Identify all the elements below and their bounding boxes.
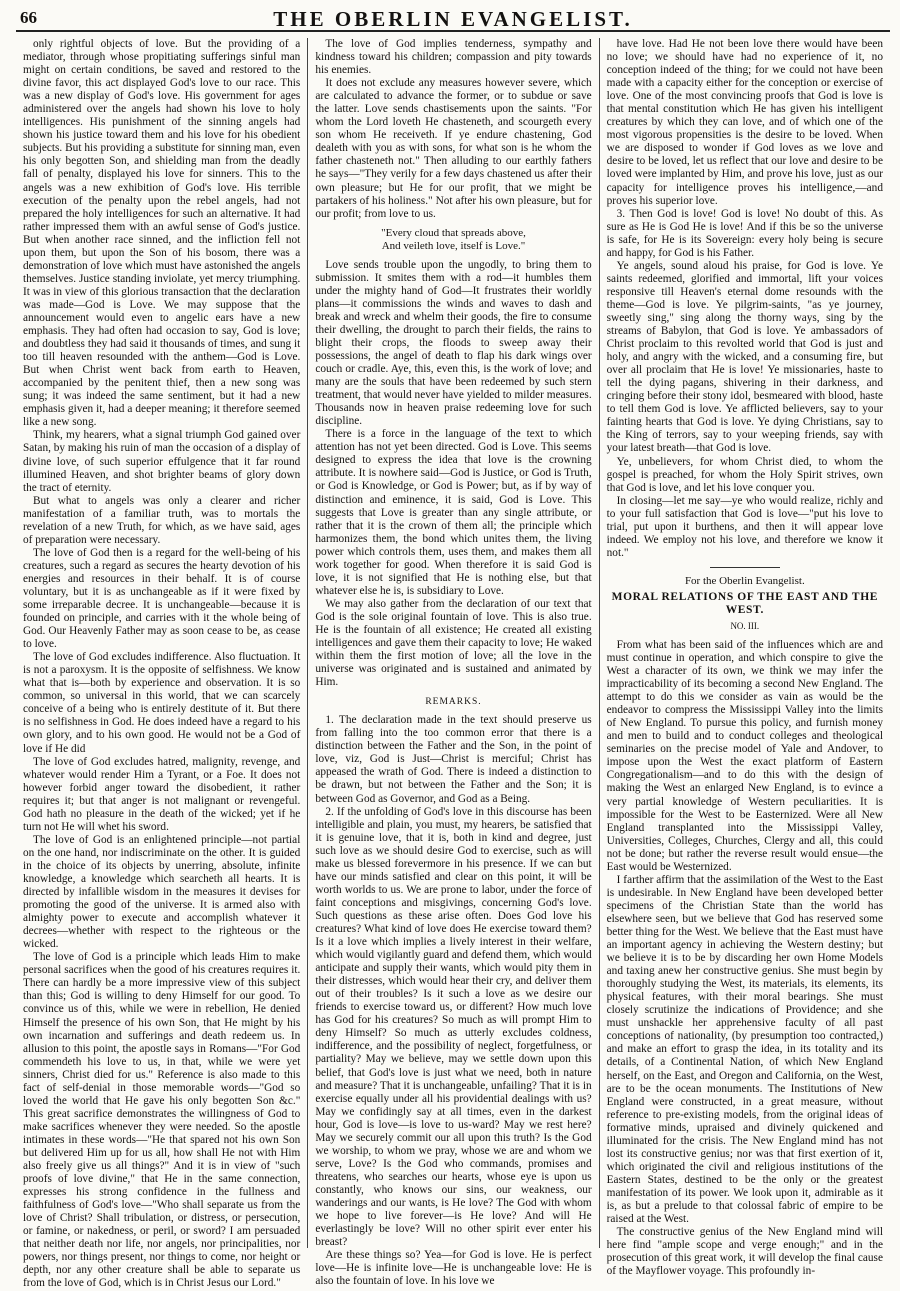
verse-quote (315, 227, 591, 253)
paragraph: Love sends trouble upon the ungodly, to bring them to submission. It smites them with a rod—it humbles them under the mighty hand of God—It frustrates their worldly plans—it commissions the winds and waves to dash and break and wreck and whelm their goods, the fire to consume their dwelling, the drought to parch their fields, the rains to blight their crops, the floods to sweep away their possessions, the angel of death to flap his dark wings over couch or cradle. Aye, this, even this, is the work of love; and many are the souls that have been redeemed by such stern treatment, that would never have yielded to milder measures. Thousands now in heaven praise redeeming love for such discipline. (315, 258, 592, 428)
verse-line: "Every cloud that spreads above, (381, 226, 526, 239)
paragraph: It does not exclude any measures however severe, which are calculated to advance the former, or to subdue or save the latter. Love sends chastisements upon the saints. "For whom the Lord loveth He chasteneth, and scourgeth every son whom He receiveth. If ye endure chastening, God dealeth with you as with sons, for what son is he whom the father chasteneth not." Then alluding to our earthly fathers he says—"They verily for a few days chastened us after their own pleasure; but He for our profit, that we might be partakers of his holiness." Not after his own pleasure, but for our profit; from love to us. (315, 77, 592, 220)
column-right (599, 38, 890, 1278)
paragraph: But what to angels was only a clearer and richer manifestation of a familiar truth, was to mortals the revelation of a new Truth, for which, as we have said, ages of preparation were necessary. (23, 494, 301, 546)
verse-line: And veileth love, itself is Love." (381, 239, 526, 252)
section-divider (710, 567, 780, 568)
paragraph: The love of God excludes indifference. Also fluctuation. It is not a paroxysm. It is the opposite of selfishness. We know what that is—both by experience and observation. It is so common, so universal in this world, that we can scarcely conceive of a being who is entirely destitute of it. But there is no selfishness in God. He does indeed have a regard to his own glory, and to his own good. He would not be a God of love if He did (23, 651, 301, 755)
paragraph: The love of God implies tenderness, sympathy and kindness toward his children; compassion and pity towards his enemies. (315, 38, 592, 77)
article-columns (16, 38, 890, 1290)
paragraph: 2. If the unfolding of God's love in this discourse has been intelligible and plain, you must, my hearers, be satisfied that it is genuine love, that it is, both in kind and degree, just such love as we should desire God to exercise, such as will make us blessed forevermore in his presence. If we can but have our minds satisfied and clear on this point, it will be worth worlds to us. We are prone to labor, under the force of faint conceptions and misgivings, concerning God's love. Such questions as these arise often. Does God love his creatures? What kind of love does He exercise toward them? Is it a love which implies a lively interest in their welfare, which would vigilantly guard and defend them, which would anticipate and supply their wants, which would pity them in their distresses, which would hear their cry, and deliver them out of their troubles? Is it such a love as we desire our friends to exercise toward us, or different? How much love has God for his creatures? So much as will prompt Him to deny Himself? So much as utterly excludes coldness, indifference, and the possibility of neglect, forgetfulness, or partiality? May we believe, may we settle down upon this belief, that God's love is just what we need, both in nature and measure? That it is unchangeable, unfailing? That it is in exercise equally under all his providential dealings with us? May we confidingly say at all times, even in the darkest hour, God is love—is love to us-ward? May we rest here? May we securely commit our all upon this truth? Is the God we worship, to whom we pray, whose we are and whom we serve, Love? Is the God who commands, promises and threatens, who searches our hearts, whose eye is upon us constantly, who knows our sins, our weakness, our wanderings and our wants, is He love? The God with whom we hope to live forever—is He love? And will He everlastingly be love? Will no other spirit ever enter his breast? (315, 805, 592, 1249)
paragraph: The love of God excludes hatred, malignity, revenge, and whatever would render Him a Tyrant, or a Foe. It does not however forbid anger toward the disobedient, it rather requires it; but that anger is not malignant or revengeful. God hath no pleasure in the death of the wicked; yet if he turn not He will whet his sword. (23, 755, 301, 833)
paragraph: Think, my hearers, what a signal triumph God gained over Satan, by making his ruin of man the occasion of a display of divine love, of such superior effulgence that it far round illumined Heaven, and shot brighter beams of glory down the tract of eternity. (23, 429, 301, 494)
column-left (16, 38, 307, 1290)
remarks-heading: REMARKS. (425, 697, 482, 708)
paragraph: From what has been said of the influences which are and must continue in operation, and which conspire to give the West a character of its own, we think we may infer the impracticability of its becoming a second New England. The attempt to do this we consider as vain as would be the endeavor to compress the Mississippi Valley into the limits of New England. To pursue this policy, and furnish money and men to build and to conduct colleges and theological seminaries on the precise model of Yale and Andover, to impose upon the West the exact platform of Eastern Congregationalism—and to do this with the design of making the West an enlarged New England, is to evince a very partial knowledge of Western peculiarities. It is impossible for the West to be Easternized. Were all New England transplanted into the Mississippi Valley, Universities, Colleges, Churches, Clergy and all, this could not be done; but rather the reverse result would ensue—the East would be Westernized. (606, 638, 883, 873)
paragraph: I farther affirm that the assimilation of the West to the East is undesirable. In New England have been developed better specimens of the Christian State than the world has elsewhere seen, but we believe that God has reserved some better thing for the West. We believe that the East must have an important agency in achieving the Western destiny; but we believe it is to be by discarding her own Home Models and taxing anew her constructive genius. She must begin by thoroughly studying the West, its materials, its elements, its physical features, with their moral bearings. She must closely scrutinize the indications of Providence; and she must unshackle her apprehensive faculty of all past conceptions of nationality, (by presumption too contracted,) and make an effort to grasp the idea, in its totality and its details, of a Continental Nation, of which New England herself, on the East, and Oregon and California, on the West, are to be the ocean monuments. The Institutions of New England were constructed, in a great measure, without reference to pre-existing models, from the original ideas of formative minds, upraised and divinely quickened and illuminated for the crisis. The New England mind has not lost its constructive genius; nor was that first exertion of it, which originated the civil and religious institutions of the Eastern States, destined to be the only or the greatest manifestation of its power. We look upon it, admirable as it is, as but a prelude to that colossal fabric of empire to be raised at the West. (606, 873, 883, 1226)
paragraph: We may also gather from the declaration of our text that God is the sole original fountain of love. This is also true. He is the fountain of all existence; He created all existing intelligences and gave them their capacity to love; He waked within them the first motion of love; all the love in the universe was originated and is sustained and animated by Him. (315, 597, 592, 689)
paragraph: have love. Had He not been love there would have been no love; we should have had no experience of it, no conception indeed of the thing; for we could not have been made with a capacity either for the conception or exercise of love. One of the most convincing proofs that God is love is that mental constitution which He has given his intelligent creatures by which they can love, and of which one of the most vigorous propensities is the desire to be loved. When we are disposed to wonder if God loves as we love and desire to be loved, let us reflect that our love and desire to be loved were implanted by Him, and prove his love, just as our capacity for intelligence proves his intelligence,—and proves his superior love. (606, 38, 883, 207)
column-middle (307, 38, 598, 1288)
paragraph: The love of God is a principle which leads Him to make personal sacrifices when the good of his creatures requires it. There can hardly be a more impressive view of this subject than this; God is willing to deny Himself for our good. To convince us of this, while we were in rebellion, He denied Himself the presence of his own Son, that He might by his own incarnation and sufferings and death redeem us. In allusion to this point, the apostle says in Romans—"For God commendeth his love to us, in that, while we were yet sinners, Christ died for us." Reference is also made to this fact of self-denial in those memorable words—"God so loved the world that He gave his only begotten Son &c." This great sacrifice demonstrates the willingness of God to make sacrifices whenever they were needed. So the apostle intimates in these words—"He that spared not his own Son but delivered Him up for us all, how shall He not with Him also freely give us all things?" And it is in view of "such proofs of love divine," that He in the same connection, expresses his strong confidence in the fullness and faithfulness of God's love—"Who shall separate us from the love of Christ? Shall tribulation, or distress, or persecution, or famine, or nakedness, or peril, or sword? I am persuaded that neither death nor life, nor angels, nor principalities, nor powers, nor things present, nor things to come, nor height or depth, nor any other creature shall be able to separate us from the love of God, which is in Christ Jesus our Lord." (23, 951, 301, 1290)
article-number: NO. III. (730, 620, 760, 631)
masthead-title: THE OBERLIN EVANGELIST. (273, 7, 633, 31)
paragraph: only rightful objects of love. But the providing of a mediator, through whose propitiating sufferings sinful man might on certain conditions, be saved and restored to the divine favor, this act displayed God's love to our race. This was a new display of God's love. His government for ages administered over the angels had shown his love to holy intelligences. His punishment of the sinning angels had shown his justice toward them and his love for his obedient subjects. But his providing a substitute for sinning man, even his only begotten Son, and shielding man from the deadly fall of penalty, displayed his love for sinners. This to the angels was a new exhibition of God's love. His terrible execution of the penalty upon the rebel angels, had not prepared the holy intelligences for such an alternative. It had rather impressed them with an awful sense of God's justice. But when another race sinned, and the infliction fell not upon them, but upon the Son of his bosom, there was a demonstration of love which must have astonished the angels themselves. Justice standing inviolate, yet mercy triumphing. It was in view of this glorious transaction that the declaration was made—God is Love. We may suppose that the announcement would even to angelic ears have a new emphasis. They had often had occasion to say, God is love; and doubtless they had said it thousands of times, and sung it too till heaven resounded with the anthem—God is Love. But when Christ went back from earth to Heaven, accompanied by the penitent thief, then a new song was sung; it was indeed the same sentiment, but it had a new emphasis given it, had a deeper meaning; it therefore seemed like a new song. (23, 38, 301, 429)
paragraph: There is a force in the language of the text to which attention has not yet been directed. God is Love. This seems designed to express the idea that love is the crowning attribute. It is nowhere said—God is Justice, or God is Truth, or God is Knowledge, or God is Power; but, as if by way of distinction and eminence, it is said, God is Love. This suggests that Love is greater than any single attribute, or rather that it is the crown of them all; the principle which harmonizes them, the bond which unites them, the living power which controls them, uses them, and makes them all work together for good. When therefore it is said God is love, it is not signified that He is nothing else, but that whatever else he is, is subsidiary to Love. (315, 428, 592, 597)
paragraph: 1. The declaration made in the text should preserve us from falling into the too common error that there is a distinction between the Father and the Son, in the point of love, viz, God is Just—Christ is merciful; Christ has appeased the wrath of God. There is indeed a distinction to be drawn, but not between the Father and the Son; it is between God as Governor, and God as a Being. (315, 714, 592, 805)
paragraph: 3. Then God is love! God is love! No doubt of this. As sure as He is God He is love! And if this be so the universe is safe, for He is its Sovereign: every holy being is secure and happy, for God is his Father. (606, 207, 883, 259)
article-title: MORAL RELATIONS OF THE EAST AND THE WEST. (611, 590, 879, 616)
article-byline: For the Oberlin Evangelist. (684, 574, 805, 587)
paragraph: Are these things so? Yea—for God is love. He is perfect love—He is infinite love—He is unchangeable love: He is also the fountain of love. In his love we (315, 1249, 592, 1288)
paragraph: The love of God is an enlightened principle—not partial on the one hand, nor indiscriminate on the other. It is guided in the choice of its objects by unerring, absolute, infinite knowledge, a knowledge which searcheth all hearts. It is directed by infallible wisdom in the measures it devises for promoting the good of the universe. It is armed also with almighty power to execute and accomplish whatever it decrees—whether with respect to the righteous or the wicked. (23, 833, 301, 951)
page-number: 66 (20, 8, 37, 27)
paragraph: Ye, unbelievers, for whom Christ died, to whom the gospel is preached, for whom the Holy Spirit strives, own that God is love, and let his love conquer you. (606, 455, 883, 494)
paragraph: The constructive genius of the New England mind will here find "ample scope and verge enough;" and in the prosecution of this great work, it will develop the final cause of the Mayflower voyage. This profoundly in- (606, 1226, 883, 1278)
paragraph: The love of God then is a regard for the well-being of his creatures, such a regard as secures the hearty devotion of his energies and resources in their behalf. It is of course voluntary, but it is as unchangeable as if it were fixed by some irreparable decree. It is unchangeable—because it is founded on principle, and carries with it the whole being of God. Our Heavenly Father may as soon cease to be, as cease to love. (23, 546, 301, 651)
paragraph: In closing—let me say—ye who would realize, richly and to your full satisfaction that God is love—"put his love to trial, put upon it burthens, and then it will appear love indeed. We employ not his love, and therefore we know it not." (606, 494, 883, 559)
paragraph: Ye angels, sound aloud his praise, for God is love. Ye saints redeemed, glorified and immortal, lift your voices responsive till Heaven's eternal dome resounds with the theme—God is love. Ye pilgrim-saints, "as ye journey, sweetly sing," sing along the thorny ways, sing by the streams of Babylon, that God is love. Ye ambassadors of Christ proclaim to this revolted world that God is just and holy, and angry with the wicked, and a consuming fire, but over all proclaim that He is love! Ye missionaries, haste to tell the dying pagans, shivering in their darkness, and cringing before their stony idol, besmeared with blood, haste to tell them God is love. Ye afflicted believers, say to your fainting hearts that God is love. Ye dying Christians, say to the King of terrors, say to your weeping friends, say with your latest breath—that God is love. (606, 259, 883, 455)
page-header (16, 0, 890, 32)
